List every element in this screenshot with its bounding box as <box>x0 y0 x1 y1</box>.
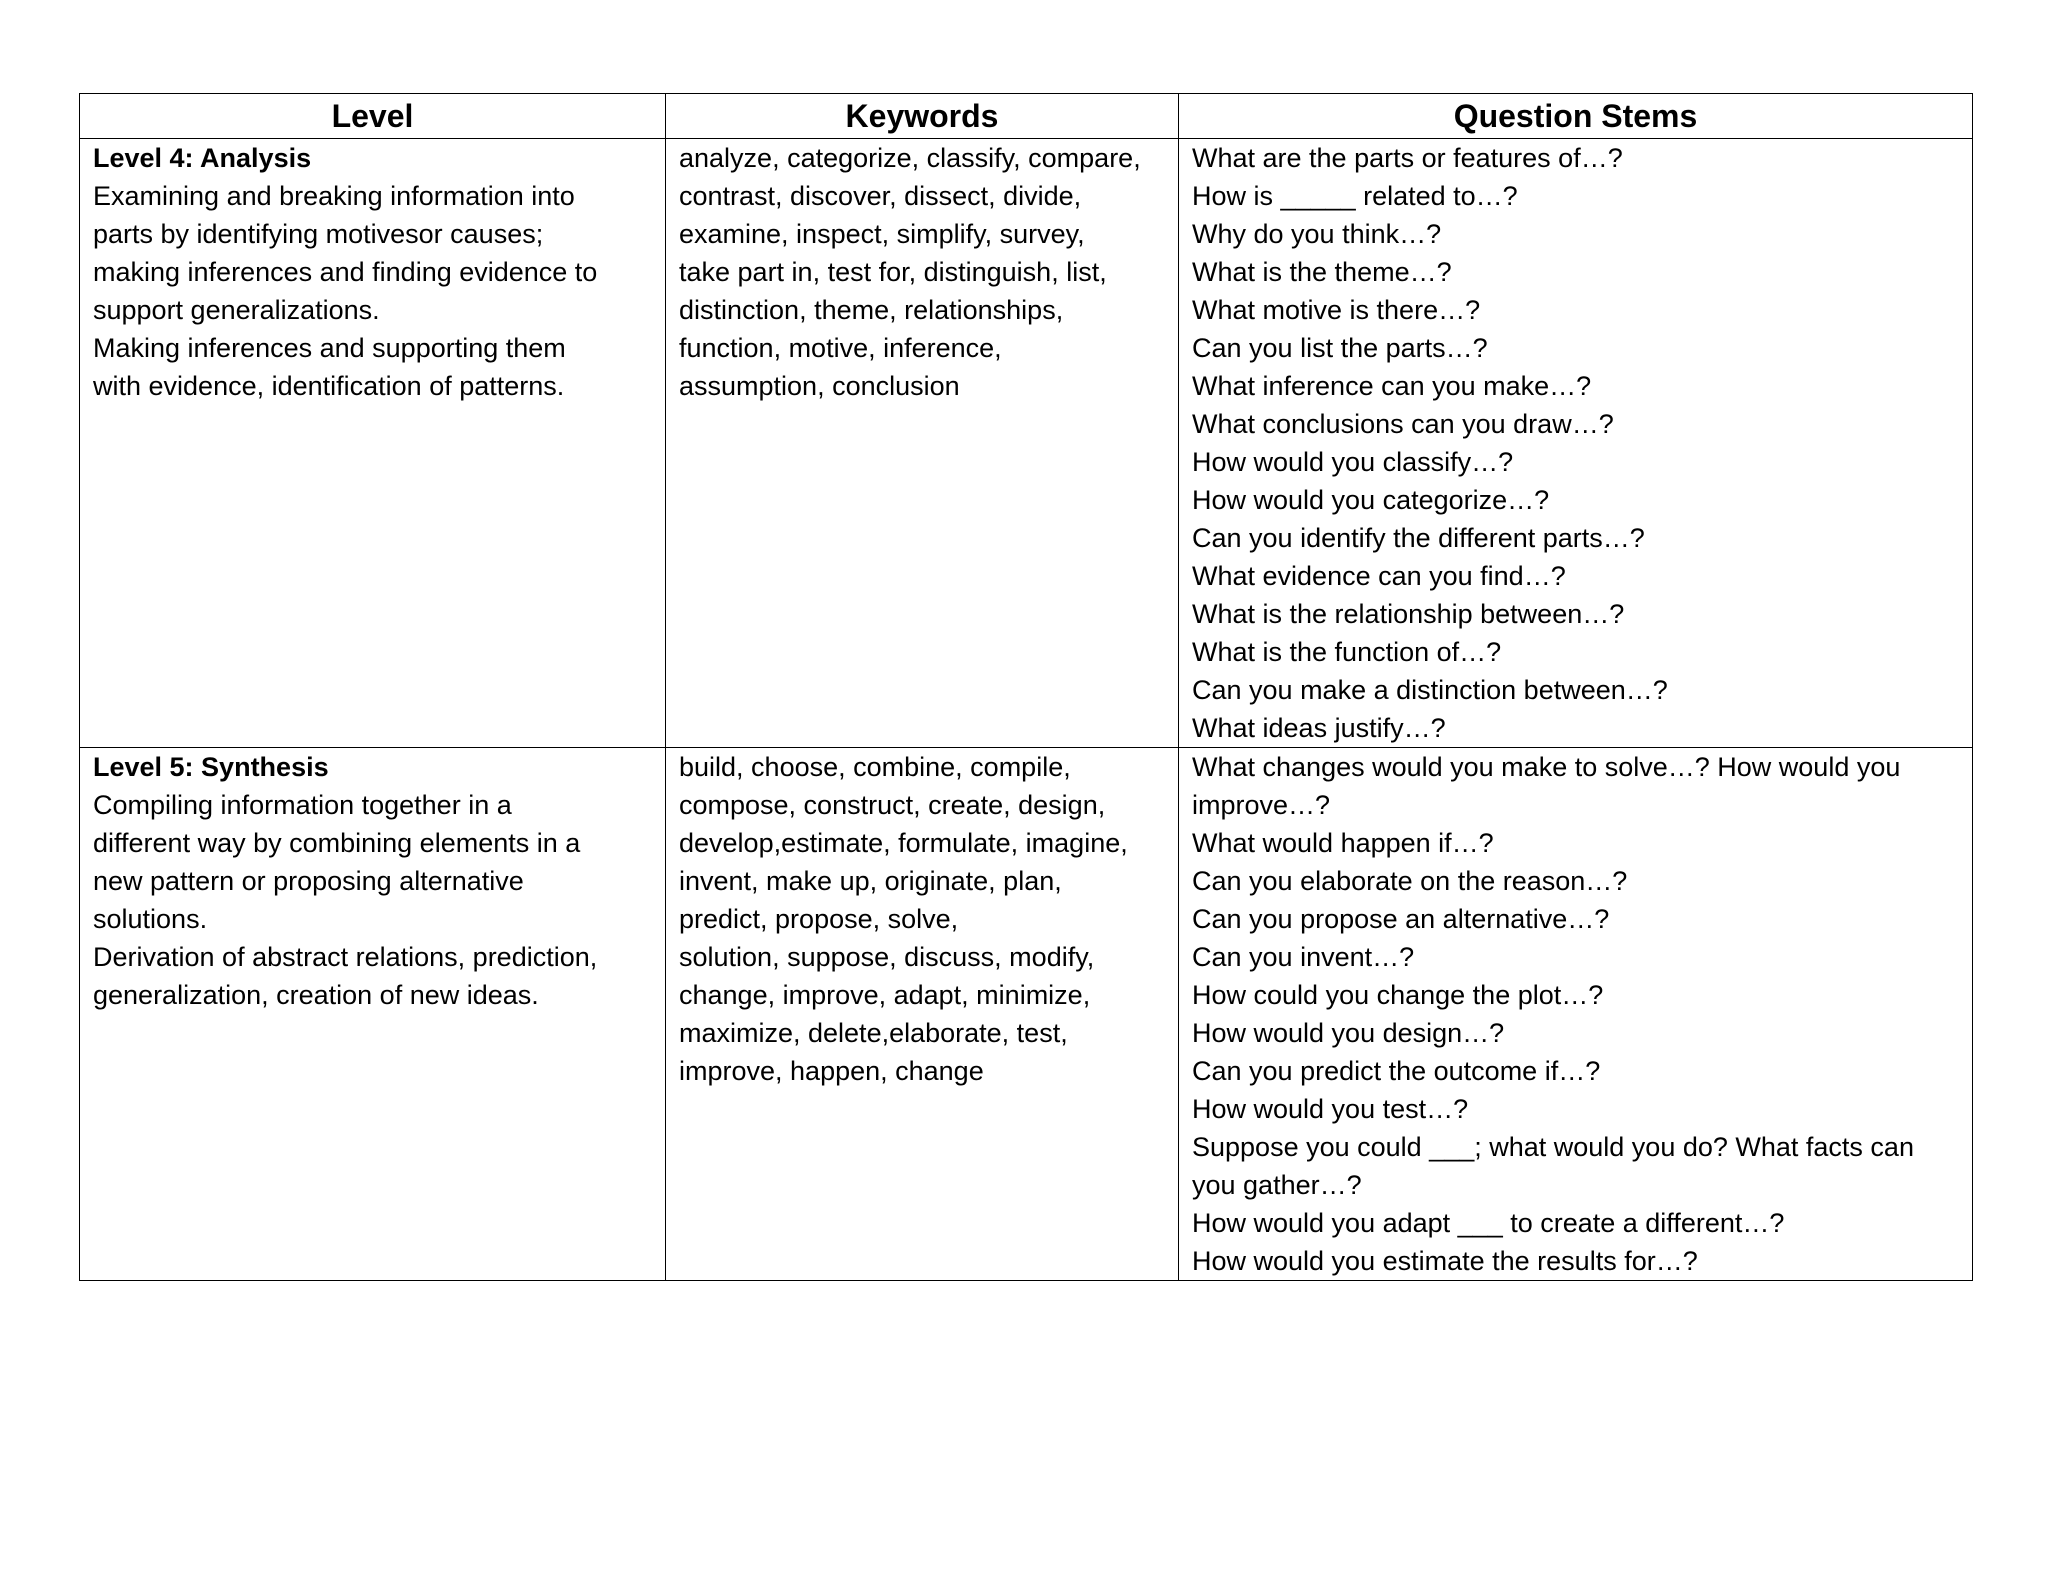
keywords-line: maximize, delete,elaborate, test, <box>679 1018 1068 1048</box>
description-line: with evidence, identification of patterns. <box>93 371 565 401</box>
level-title: Level 5: Synthesis <box>93 752 329 782</box>
description-line: Derivation of abstract relations, prediction, <box>93 942 598 972</box>
question-stem: Can you list the parts…? <box>1192 333 1488 363</box>
question-stem: Can you identify the different parts…? <box>1192 523 1645 553</box>
question-stem: Why do you think…? <box>1192 219 1442 249</box>
question-stem: Can you predict the outcome if…? <box>1192 1056 1601 1086</box>
keywords-line: invent, make up, originate, plan, <box>679 866 1062 896</box>
description-line: support generalizations. <box>93 295 380 325</box>
question-stems-cell <box>1179 748 1973 1281</box>
question-stem: How would you design…? <box>1192 1018 1505 1048</box>
keywords-line: assumption, conclusion <box>679 371 960 401</box>
question-stem: Can you invent…? <box>1192 942 1415 972</box>
keywords-line: contrast, discover, dissect, divide, <box>679 181 1082 211</box>
question-stem: What motive is there…? <box>1192 295 1481 325</box>
keywords-line: predict, propose, solve, <box>679 904 959 934</box>
question-stem: What conclusions can you draw…? <box>1192 409 1614 439</box>
question-stem: How is _____ related to…? <box>1192 181 1518 211</box>
question-stem: What inference can you make…? <box>1192 371 1592 401</box>
question-stem: What ideas justify…? <box>1192 713 1446 743</box>
question-stem: How would you estimate the results for…? <box>1192 1246 1698 1276</box>
keywords-cell <box>666 748 1179 1281</box>
question-stems-cell <box>1179 139 1973 748</box>
header-question-stems: Question Stems <box>1179 94 1973 139</box>
keywords-line: examine, inspect, simplify, survey, <box>679 219 1085 249</box>
question-stem: What is the function of…? <box>1192 637 1502 667</box>
keywords-line: take part in, test for, distinguish, list, <box>679 257 1107 287</box>
question-stem: How would you classify…? <box>1192 447 1514 477</box>
keywords-line: develop,estimate, formulate, imagine, <box>679 828 1128 858</box>
keywords-line: analyze, categorize, classify, compare, <box>679 143 1141 173</box>
header-keywords: Keywords <box>666 94 1179 139</box>
keywords-line: compose, construct, create, design, <box>679 790 1106 820</box>
level-title: Level 4: Analysis <box>93 143 312 173</box>
question-stem: Suppose you could ___; what would you do? What facts can <box>1192 1132 1914 1162</box>
question-stem: How would you test…? <box>1192 1094 1469 1124</box>
question-stem: Can you propose an alternative…? <box>1192 904 1610 934</box>
header-row <box>80 94 1973 139</box>
description-line: parts by identifying motivesor causes; <box>93 219 544 249</box>
description-line: different way by combining elements in a <box>93 828 581 858</box>
keywords-line: solution, suppose, discuss, modify, <box>679 942 1095 972</box>
row-level-5-synthesis <box>80 748 1973 1281</box>
description-line: Examining and breaking information into <box>93 181 575 211</box>
question-stem: How would you adapt ___ to create a different…? <box>1192 1208 1785 1238</box>
question-stem: How could you change the plot…? <box>1192 980 1604 1010</box>
question-stem: What changes would you make to solve…? How would you <box>1192 752 1901 782</box>
bloom-taxonomy-table <box>79 93 1973 1281</box>
question-stem: you gather…? <box>1192 1170 1362 1200</box>
keywords-line: change, improve, adapt, minimize, <box>679 980 1091 1010</box>
question-stem: Can you elaborate on the reason…? <box>1192 866 1628 896</box>
header-level: Level <box>80 94 666 139</box>
keywords-line: function, motive, inference, <box>679 333 1002 363</box>
keywords-line: build, choose, combine, compile, <box>679 752 1071 782</box>
level-cell <box>80 139 666 748</box>
question-stem: improve…? <box>1192 790 1331 820</box>
question-stem: What would happen if…? <box>1192 828 1494 858</box>
question-stem: How would you categorize…? <box>1192 485 1550 515</box>
question-stem: Can you make a distinction between…? <box>1192 675 1668 705</box>
keywords-line: distinction, theme, relationships, <box>679 295 1064 325</box>
question-stem: What are the parts or features of…? <box>1192 143 1623 173</box>
description-line: Making inferences and supporting them <box>93 333 566 363</box>
keywords-cell <box>666 139 1179 748</box>
question-stem: What is the relationship between…? <box>1192 599 1625 629</box>
description-line: making inferences and finding evidence to <box>93 257 598 287</box>
description-line: generalization, creation of new ideas. <box>93 980 539 1010</box>
level-cell <box>80 748 666 1281</box>
question-stem: What evidence can you find…? <box>1192 561 1566 591</box>
question-stem: What is the theme…? <box>1192 257 1452 287</box>
keywords-line: improve, happen, change <box>679 1056 984 1086</box>
description-line: new pattern or proposing alternative <box>93 866 524 896</box>
row-level-4-analysis <box>80 139 1973 748</box>
description-line: Compiling information together in a <box>93 790 512 820</box>
description-line: solutions. <box>93 904 208 934</box>
